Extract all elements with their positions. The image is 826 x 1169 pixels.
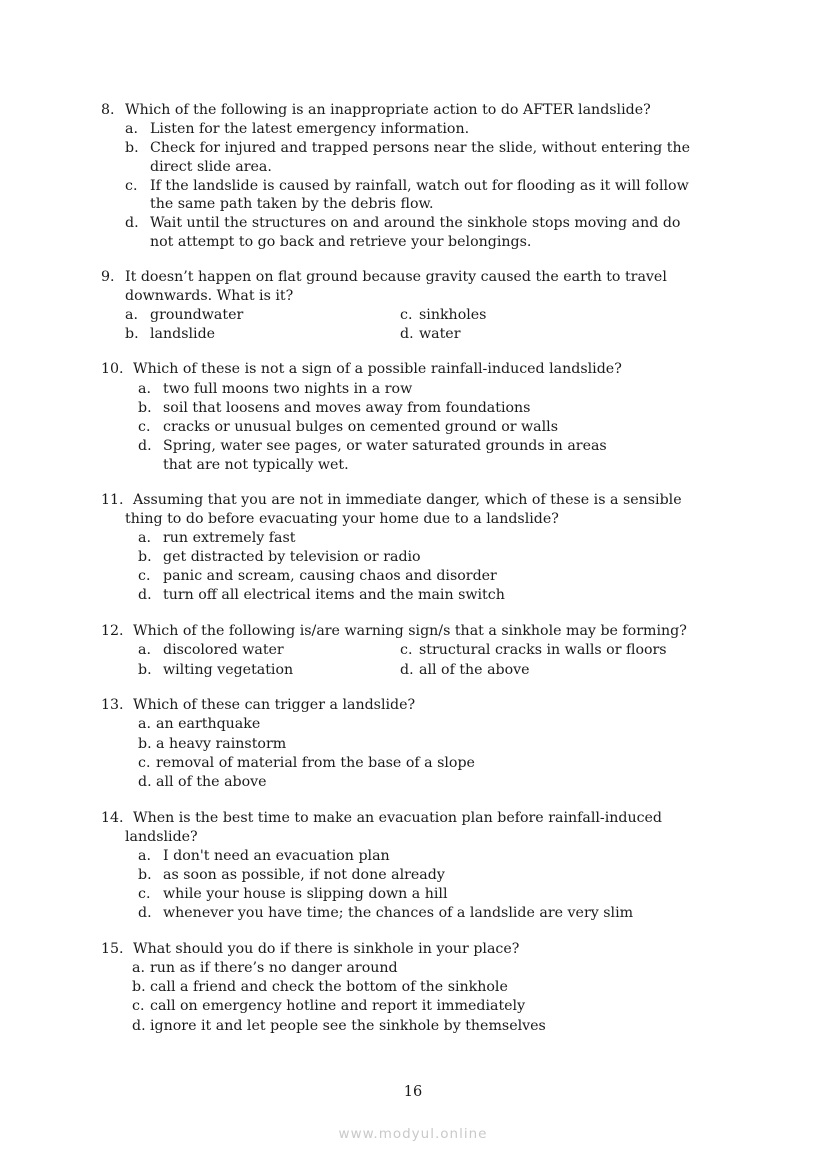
choice-text: soil that loosens and moves away from foundations bbox=[163, 400, 531, 416]
choice-text: run as if there’s no danger around bbox=[150, 960, 398, 976]
choice-letter: b. bbox=[138, 662, 152, 678]
choice-letter: c. bbox=[138, 755, 151, 771]
question-text: Which of the following is/are warning sign/s that a sinkhole may be forming? bbox=[133, 623, 687, 639]
choice-text: removal of material from the base of a slope bbox=[156, 755, 475, 771]
choice-text: an earthquake bbox=[156, 716, 261, 732]
choice-letter: c. bbox=[138, 419, 151, 435]
choice-text: panic and scream, causing chaos and disorder bbox=[163, 568, 497, 584]
choice-text: sinkholes bbox=[419, 307, 487, 323]
question-number: 11. bbox=[101, 492, 124, 508]
question-text: Assuming that you are not in immediate danger, which of these is a sensible bbox=[133, 492, 682, 508]
choice-text: while your house is slipping down a hill bbox=[163, 886, 448, 902]
choice-text: turn off all electrical items and the main switch bbox=[163, 587, 505, 603]
choice-text: structural cracks in walls or floors bbox=[419, 642, 667, 658]
choice-letter: b. bbox=[138, 736, 152, 752]
choice-letter: c. bbox=[138, 568, 151, 584]
choice-letter: d. bbox=[138, 905, 152, 921]
choice-text: Spring, water see pages, or water saturated grounds in areas bbox=[163, 438, 607, 454]
choice-text: direct slide area. bbox=[150, 159, 272, 175]
choice-text: a heavy rainstorm bbox=[156, 736, 287, 752]
question-text: Which of these can trigger a landslide? bbox=[133, 697, 416, 713]
choice-letter: c. bbox=[125, 178, 138, 194]
choice-text: Listen for the latest emergency information. bbox=[150, 121, 470, 137]
choice-text: ignore it and let people see the sinkhole by themselves bbox=[150, 1018, 546, 1034]
choice-text: If the landslide is caused by rainfall, watch out for flooding as it will follow bbox=[150, 178, 689, 194]
choice-text: call a friend and check the bottom of the sinkhole bbox=[150, 979, 508, 995]
choice-letter: a. bbox=[138, 381, 151, 397]
choice-letter: d. bbox=[138, 438, 152, 454]
choice-letter: c. bbox=[400, 307, 413, 323]
choice-text: not attempt to go back and retrieve your belongings. bbox=[150, 234, 532, 250]
choice-letter: a. bbox=[138, 642, 151, 658]
choice-letter: d. bbox=[125, 215, 139, 231]
choice-text: call on emergency hotline and report it immediately bbox=[150, 998, 526, 1014]
choice-letter: d. bbox=[138, 774, 152, 790]
question-text: Which of these is not a sign of a possible rainfall-induced landslide? bbox=[133, 361, 622, 377]
choice-letter: b. bbox=[125, 326, 139, 342]
choice-text: run extremely fast bbox=[163, 530, 296, 546]
question-text: When is the best time to make an evacuation plan before rainfall-induced bbox=[133, 810, 663, 826]
choice-text: whenever you have time; the chances of a landslide are very slim bbox=[163, 905, 634, 921]
question-number: 10. bbox=[101, 361, 124, 377]
choice-letter: a. bbox=[138, 530, 151, 546]
choice-letter: c. bbox=[132, 998, 145, 1014]
choice-text: two full moons two nights in a row bbox=[163, 381, 413, 397]
question-number: 12. bbox=[101, 623, 124, 639]
choice-letter: a. bbox=[132, 960, 145, 976]
question-number: 14. bbox=[101, 810, 124, 826]
choice-text: landslide bbox=[150, 326, 216, 342]
choice-letter: c. bbox=[138, 886, 151, 902]
choice-text: all of the above bbox=[419, 662, 530, 678]
choice-text: I don't need an evacuation plan bbox=[163, 848, 390, 864]
choice-text: discolored water bbox=[163, 642, 284, 658]
choice-letter: a. bbox=[125, 307, 138, 323]
question-text: Which of the following is an inappropriate action to do AFTER landslide? bbox=[125, 102, 651, 118]
choice-letter: d. bbox=[138, 587, 152, 603]
choice-letter: d. bbox=[400, 662, 414, 678]
choice-text: the same path taken by the debris flow. bbox=[150, 196, 434, 212]
choice-text: all of the above bbox=[156, 774, 267, 790]
page-number: 16 bbox=[403, 1084, 423, 1100]
question-text: landslide? bbox=[125, 829, 198, 845]
question-text: thing to do before evacuating your home due to a landslide? bbox=[125, 511, 559, 527]
choice-letter: b. bbox=[125, 140, 139, 156]
choice-letter: c. bbox=[400, 642, 413, 658]
choice-text: Wait until the structures on and around the sinkhole stops moving and do bbox=[150, 215, 681, 231]
choice-text: cracks or unusual bulges on cemented ground or walls bbox=[163, 419, 558, 435]
choice-text: groundwater bbox=[150, 307, 244, 323]
choice-letter: d. bbox=[400, 326, 414, 342]
question-text: downwards. What is it? bbox=[125, 288, 294, 304]
choice-text: that are not typically wet. bbox=[163, 457, 349, 473]
question-number: 8. bbox=[101, 102, 115, 118]
choice-letter: b. bbox=[138, 400, 152, 416]
watermark: www.modyul.online bbox=[338, 1126, 488, 1142]
question-number: 13. bbox=[101, 697, 124, 713]
choice-text: wilting vegetation bbox=[163, 662, 294, 678]
choice-letter: d. bbox=[132, 1018, 146, 1034]
choice-text: water bbox=[419, 326, 461, 342]
question-number: 15. bbox=[101, 941, 124, 957]
choice-letter: a. bbox=[125, 121, 138, 137]
choice-text: get distracted by television or radio bbox=[163, 549, 421, 565]
question-number: 9. bbox=[101, 269, 115, 285]
choice-letter: b. bbox=[132, 979, 146, 995]
question-text: What should you do if there is sinkhole in your place? bbox=[133, 941, 520, 957]
choice-text: Check for injured and trapped persons near the slide, without entering the bbox=[150, 140, 691, 156]
question-text: It doesn’t happen on flat ground because gravity caused the earth to travel bbox=[125, 269, 667, 285]
choice-letter: a. bbox=[138, 716, 151, 732]
choice-text: as soon as possible, if not done already bbox=[163, 867, 445, 883]
choice-letter: b. bbox=[138, 867, 152, 883]
choice-letter: a. bbox=[138, 848, 151, 864]
choice-letter: b. bbox=[138, 549, 152, 565]
